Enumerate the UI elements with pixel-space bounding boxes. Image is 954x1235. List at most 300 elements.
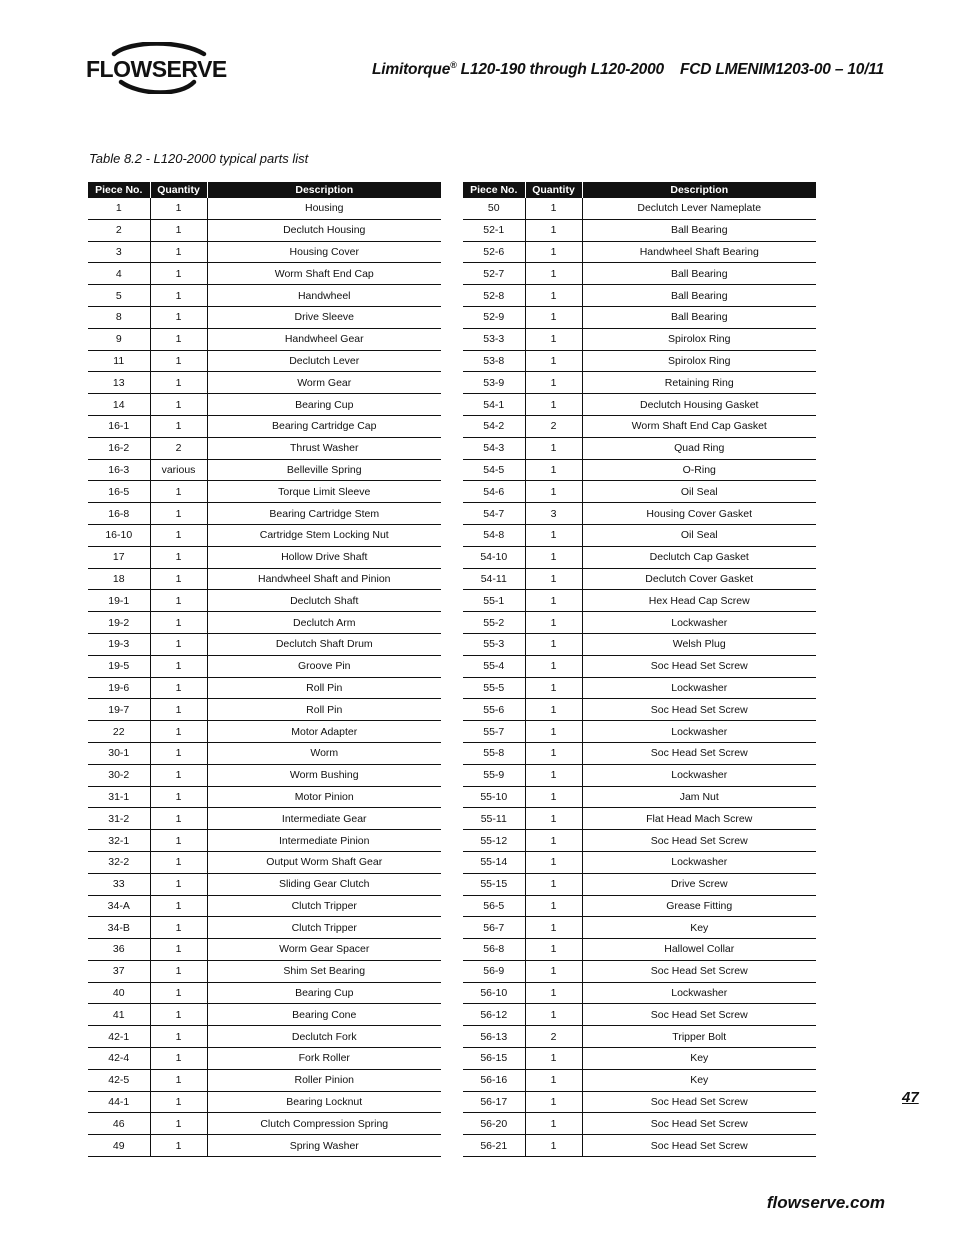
quantity-cell: 1 [525, 590, 582, 612]
table-row [88, 808, 441, 830]
description-cell: Fork Roller [207, 1048, 441, 1070]
description-cell: Lockwasher [582, 612, 816, 634]
piece-no-cell: 16-5 [88, 481, 150, 503]
description-cell: Motor Pinion [207, 786, 441, 808]
description-cell: Worm Gear [207, 372, 441, 394]
description-cell: Key [582, 917, 816, 939]
piece-no-cell: 31-2 [88, 808, 150, 830]
quantity-cell: 1 [150, 328, 207, 350]
table-row [88, 546, 441, 568]
piece-no-cell: 30-1 [88, 742, 150, 764]
description-cell: Lockwasher [582, 677, 816, 699]
description-cell: Declutch Cap Gasket [582, 546, 816, 568]
quantity-cell: 1 [525, 1113, 582, 1135]
description-cell: Worm Bushing [207, 764, 441, 786]
table-row [463, 1048, 816, 1070]
piece-no-cell: 2 [88, 219, 150, 241]
quantity-cell: 1 [150, 350, 207, 372]
quantity-cell: 1 [525, 372, 582, 394]
table-row [88, 851, 441, 873]
table-header-row [88, 182, 441, 198]
piece-no-cell: 56-17 [463, 1091, 525, 1113]
table-row [88, 742, 441, 764]
description-cell: Sliding Gear Clutch [207, 873, 441, 895]
piece-no-cell: 52-8 [463, 285, 525, 307]
description-cell: Oil Seal [582, 481, 816, 503]
quantity-cell: 2 [150, 437, 207, 459]
description-cell: Handwheel [207, 285, 441, 307]
description-cell: Declutch Fork [207, 1026, 441, 1048]
quantity-cell: 1 [150, 895, 207, 917]
table-row [463, 612, 816, 634]
piece-no-cell: 55-4 [463, 655, 525, 677]
table-row [463, 568, 816, 590]
piece-no-cell: 56-8 [463, 939, 525, 961]
quantity-cell: various [150, 459, 207, 481]
table-row [463, 960, 816, 982]
quantity-cell: 2 [525, 1026, 582, 1048]
table-row [463, 415, 816, 437]
table-row [463, 851, 816, 873]
piece-no-cell: 33 [88, 873, 150, 895]
description-cell: Spirolox Ring [582, 350, 816, 372]
quantity-cell: 1 [525, 481, 582, 503]
table-row [88, 372, 441, 394]
piece-no-cell: 19-1 [88, 590, 150, 612]
quantity-cell: 1 [525, 633, 582, 655]
table-row [88, 873, 441, 895]
description-cell: Worm Shaft End Cap Gasket [582, 415, 816, 437]
description-cell: Roller Pinion [207, 1069, 441, 1091]
quantity-cell: 1 [150, 394, 207, 416]
description-cell: Hex Head Cap Screw [582, 590, 816, 612]
piece-no-cell: 55-7 [463, 721, 525, 743]
table-row [463, 808, 816, 830]
table-row [463, 699, 816, 721]
quantity-cell: 1 [150, 612, 207, 634]
quantity-cell: 1 [525, 459, 582, 481]
description-cell: Lockwasher [582, 851, 816, 873]
piece-no-cell: 4 [88, 263, 150, 285]
table-row [463, 306, 816, 328]
quantity-cell: 1 [150, 1026, 207, 1048]
piece-no-cell: 16-2 [88, 437, 150, 459]
quantity-cell: 1 [525, 306, 582, 328]
piece-no-cell: 17 [88, 546, 150, 568]
quantity-cell: 1 [150, 851, 207, 873]
description-cell: Jam Nut [582, 786, 816, 808]
piece-no-cell: 34-A [88, 895, 150, 917]
piece-no-cell: 44-1 [88, 1091, 150, 1113]
description-cell: Bearing Cup [207, 394, 441, 416]
description-cell: Thrust Washer [207, 437, 441, 459]
piece-no-cell: 19-7 [88, 699, 150, 721]
table-row [463, 481, 816, 503]
description-cell: Soc Head Set Screw [582, 1113, 816, 1135]
table-row [88, 481, 441, 503]
quantity-cell: 1 [150, 808, 207, 830]
description-cell: Clutch Tripper [207, 917, 441, 939]
piece-no-cell: 46 [88, 1113, 150, 1135]
piece-no-cell: 54-7 [463, 503, 525, 525]
quantity-cell: 1 [150, 568, 207, 590]
table-row [88, 568, 441, 590]
quantity-cell: 1 [525, 873, 582, 895]
table-header-row [463, 182, 816, 198]
quantity-cell: 1 [150, 590, 207, 612]
table-row [88, 721, 441, 743]
piece-no-cell: 56-9 [463, 960, 525, 982]
quantity-cell: 1 [150, 939, 207, 961]
piece-no-cell: 55-10 [463, 786, 525, 808]
table-row [463, 1026, 816, 1048]
piece-no-cell: 55-6 [463, 699, 525, 721]
logo-wordmark: FLOWSERVE [86, 56, 227, 82]
quantity-cell: 1 [525, 1069, 582, 1091]
description-cell: Soc Head Set Screw [582, 960, 816, 982]
piece-no-cell: 54-10 [463, 546, 525, 568]
quantity-cell: 1 [525, 612, 582, 634]
piece-no-cell: 16-1 [88, 415, 150, 437]
piece-no-cell: 52-7 [463, 263, 525, 285]
quantity-cell: 1 [525, 917, 582, 939]
quantity-cell: 1 [525, 895, 582, 917]
piece-no-cell: 9 [88, 328, 150, 350]
piece-no-cell: 16-8 [88, 503, 150, 525]
column-header-piece-no: Piece No. [463, 182, 525, 198]
description-cell: Handwheel Gear [207, 328, 441, 350]
table-row [88, 285, 441, 307]
table-row [463, 546, 816, 568]
product-name: Limitorque [372, 61, 451, 78]
piece-no-cell: 54-2 [463, 415, 525, 437]
table-row [463, 459, 816, 481]
description-cell: Declutch Housing Gasket [582, 394, 816, 416]
piece-no-cell: 56-21 [463, 1135, 525, 1157]
table-row [88, 917, 441, 939]
description-cell: Ball Bearing [582, 219, 816, 241]
piece-no-cell: 42-4 [88, 1048, 150, 1070]
piece-no-cell: 56-20 [463, 1113, 525, 1135]
table-row [88, 1004, 441, 1026]
table-row [463, 982, 816, 1004]
description-cell: Soc Head Set Screw [582, 830, 816, 852]
flowserve-logo [86, 42, 226, 94]
quantity-cell: 1 [525, 721, 582, 743]
piece-no-cell: 54-11 [463, 568, 525, 590]
description-cell: Ball Bearing [582, 306, 816, 328]
quantity-cell: 1 [525, 960, 582, 982]
piece-no-cell: 52-1 [463, 219, 525, 241]
document-header-title [372, 61, 884, 79]
quantity-cell: 1 [525, 939, 582, 961]
description-cell: Declutch Housing [207, 219, 441, 241]
description-cell: Declutch Cover Gasket [582, 568, 816, 590]
description-cell: Oil Seal [582, 524, 816, 546]
footer-website: flowserve.com [766, 1193, 885, 1212]
quantity-cell: 1 [150, 1113, 207, 1135]
quantity-cell: 1 [150, 219, 207, 241]
quantity-cell: 1 [525, 263, 582, 285]
column-header-piece-no: Piece No. [88, 182, 150, 198]
quantity-cell: 1 [525, 1091, 582, 1113]
description-cell: Handwheel Shaft and Pinion [207, 568, 441, 590]
quantity-cell: 1 [525, 285, 582, 307]
table-row [88, 1091, 441, 1113]
description-cell: Motor Adapter [207, 721, 441, 743]
table-row [88, 612, 441, 634]
table-row [88, 437, 441, 459]
table-row [88, 655, 441, 677]
description-cell: Key [582, 1048, 816, 1070]
description-cell: Declutch Shaft Drum [207, 633, 441, 655]
piece-no-cell: 55-8 [463, 742, 525, 764]
table-row [88, 219, 441, 241]
description-cell: Housing [207, 198, 441, 219]
description-cell: Ball Bearing [582, 285, 816, 307]
description-cell: Worm Shaft End Cap [207, 263, 441, 285]
description-cell: Intermediate Gear [207, 808, 441, 830]
quantity-cell: 1 [525, 1135, 582, 1157]
piece-no-cell: 1 [88, 198, 150, 219]
piece-no-cell: 56-12 [463, 1004, 525, 1026]
description-cell: Roll Pin [207, 677, 441, 699]
piece-no-cell: 18 [88, 568, 150, 590]
quantity-cell: 1 [150, 960, 207, 982]
piece-no-cell: 8 [88, 306, 150, 328]
description-cell: Worm [207, 742, 441, 764]
piece-no-cell: 19-2 [88, 612, 150, 634]
description-cell: Lockwasher [582, 721, 816, 743]
table-row [463, 437, 816, 459]
table-row [88, 263, 441, 285]
table-row [463, 241, 816, 263]
quantity-cell: 1 [150, 241, 207, 263]
description-cell: Soc Head Set Screw [582, 1004, 816, 1026]
quantity-cell: 1 [150, 285, 207, 307]
piece-no-cell: 22 [88, 721, 150, 743]
piece-no-cell: 11 [88, 350, 150, 372]
table-row [88, 328, 441, 350]
quantity-cell: 1 [150, 721, 207, 743]
piece-no-cell: 32-1 [88, 830, 150, 852]
quantity-cell: 1 [525, 198, 582, 219]
quantity-cell: 1 [525, 786, 582, 808]
piece-no-cell: 53-3 [463, 328, 525, 350]
description-cell: Hallowel Collar [582, 939, 816, 961]
description-cell: Clutch Tripper [207, 895, 441, 917]
quantity-cell: 1 [525, 1048, 582, 1070]
table-row [463, 328, 816, 350]
description-cell: Hollow Drive Shaft [207, 546, 441, 568]
piece-no-cell: 16-10 [88, 524, 150, 546]
description-cell: Handwheel Shaft Bearing [582, 241, 816, 263]
quantity-cell: 1 [525, 328, 582, 350]
quantity-cell: 1 [525, 568, 582, 590]
table-row [463, 873, 816, 895]
quantity-cell: 1 [150, 786, 207, 808]
piece-no-cell: 19-5 [88, 655, 150, 677]
quantity-cell: 1 [150, 524, 207, 546]
description-cell: Bearing Cartridge Cap [207, 415, 441, 437]
piece-no-cell: 54-6 [463, 481, 525, 503]
table-row [463, 590, 816, 612]
table-row [463, 895, 816, 917]
table-row [88, 503, 441, 525]
column-header-quantity: Quantity [525, 182, 582, 198]
table-row [88, 350, 441, 372]
table-row [463, 198, 816, 219]
quantity-cell: 1 [150, 917, 207, 939]
quantity-cell: 1 [150, 699, 207, 721]
table-row [463, 503, 816, 525]
description-cell: O-Ring [582, 459, 816, 481]
quantity-cell: 1 [525, 524, 582, 546]
quantity-cell: 1 [525, 742, 582, 764]
piece-no-cell: 55-14 [463, 851, 525, 873]
description-cell: Welsh Plug [582, 633, 816, 655]
piece-no-cell: 56-15 [463, 1048, 525, 1070]
description-cell: Bearing Cartridge Stem [207, 503, 441, 525]
description-cell: Drive Screw [582, 873, 816, 895]
table-row [88, 524, 441, 546]
column-header-quantity: Quantity [150, 182, 207, 198]
quantity-cell: 1 [150, 633, 207, 655]
piece-no-cell: 56-7 [463, 917, 525, 939]
piece-no-cell: 54-3 [463, 437, 525, 459]
table-row [88, 1113, 441, 1135]
piece-no-cell: 55-1 [463, 590, 525, 612]
quantity-cell: 1 [525, 219, 582, 241]
parts-table-right [463, 182, 816, 1157]
table-row [463, 1113, 816, 1135]
table-row [463, 677, 816, 699]
parts-table-left [88, 182, 441, 1157]
piece-no-cell: 53-9 [463, 372, 525, 394]
piece-no-cell: 42-5 [88, 1069, 150, 1091]
description-cell: Output Worm Shaft Gear [207, 851, 441, 873]
table-row [463, 1091, 816, 1113]
piece-no-cell: 54-1 [463, 394, 525, 416]
quantity-cell: 1 [150, 742, 207, 764]
table-row [463, 350, 816, 372]
quantity-cell: 1 [150, 873, 207, 895]
description-cell: Worm Gear Spacer [207, 939, 441, 961]
table-row [463, 764, 816, 786]
description-cell: Roll Pin [207, 699, 441, 721]
table-row [88, 1069, 441, 1091]
description-cell: Torque Limit Sleeve [207, 481, 441, 503]
table-row [88, 895, 441, 917]
table-row [463, 830, 816, 852]
piece-no-cell: 54-8 [463, 524, 525, 546]
quantity-cell: 1 [150, 655, 207, 677]
quantity-cell: 1 [150, 1069, 207, 1091]
quantity-cell: 1 [150, 481, 207, 503]
piece-no-cell: 37 [88, 960, 150, 982]
description-cell: Declutch Lever [207, 350, 441, 372]
description-cell: Drive Sleeve [207, 306, 441, 328]
table-row [463, 655, 816, 677]
piece-no-cell: 19-6 [88, 677, 150, 699]
quantity-cell: 1 [150, 198, 207, 219]
piece-no-cell: 56-16 [463, 1069, 525, 1091]
description-cell: Tripper Bolt [582, 1026, 816, 1048]
description-cell: Housing Cover [207, 241, 441, 263]
table-row [463, 1004, 816, 1026]
table-row [88, 198, 441, 219]
piece-no-cell: 53-8 [463, 350, 525, 372]
piece-no-cell: 54-5 [463, 459, 525, 481]
piece-no-cell: 52-6 [463, 241, 525, 263]
quantity-cell: 1 [525, 851, 582, 873]
piece-no-cell: 14 [88, 394, 150, 416]
piece-no-cell: 34-B [88, 917, 150, 939]
table-row [463, 633, 816, 655]
quantity-cell: 1 [150, 1048, 207, 1070]
quantity-cell: 1 [525, 764, 582, 786]
table-row [463, 263, 816, 285]
table-row [88, 677, 441, 699]
page-number: 47 [902, 1089, 919, 1106]
description-cell: Clutch Compression Spring [207, 1113, 441, 1135]
piece-no-cell: 56-13 [463, 1026, 525, 1048]
piece-no-cell: 56-5 [463, 895, 525, 917]
description-cell: Bearing Cone [207, 1004, 441, 1026]
piece-no-cell: 32-2 [88, 851, 150, 873]
quantity-cell: 1 [150, 1004, 207, 1026]
description-cell: Soc Head Set Screw [582, 1091, 816, 1113]
table-row [463, 285, 816, 307]
description-cell: Spirolox Ring [582, 328, 816, 350]
column-header-description: Description [207, 182, 441, 198]
quantity-cell: 1 [150, 306, 207, 328]
description-cell: Belleville Spring [207, 459, 441, 481]
piece-no-cell: 56-10 [463, 982, 525, 1004]
description-cell: Housing Cover Gasket [582, 503, 816, 525]
description-cell: Retaining Ring [582, 372, 816, 394]
description-cell: Bearing Locknut [207, 1091, 441, 1113]
table-row [88, 241, 441, 263]
quantity-cell: 1 [150, 263, 207, 285]
document-code: FCD LMENIM1203-00 – 10/11 [679, 61, 884, 78]
table-row [88, 394, 441, 416]
table-row [88, 982, 441, 1004]
table-row [463, 394, 816, 416]
table-row [88, 1026, 441, 1048]
piece-no-cell: 50 [463, 198, 525, 219]
table-row [88, 633, 441, 655]
table-row [88, 786, 441, 808]
piece-no-cell: 16-3 [88, 459, 150, 481]
table-row [88, 830, 441, 852]
quantity-cell: 1 [525, 241, 582, 263]
description-cell: Bearing Cup [207, 982, 441, 1004]
table-row [88, 764, 441, 786]
table-row [463, 917, 816, 939]
description-cell: Soc Head Set Screw [582, 699, 816, 721]
piece-no-cell: 55-15 [463, 873, 525, 895]
table-row [463, 721, 816, 743]
piece-no-cell: 42-1 [88, 1026, 150, 1048]
description-cell: Spring Washer [207, 1135, 441, 1157]
quantity-cell: 1 [150, 546, 207, 568]
piece-no-cell: 30-2 [88, 764, 150, 786]
description-cell: Declutch Arm [207, 612, 441, 634]
table-row [88, 306, 441, 328]
piece-no-cell: 55-3 [463, 633, 525, 655]
description-cell: Groove Pin [207, 655, 441, 677]
